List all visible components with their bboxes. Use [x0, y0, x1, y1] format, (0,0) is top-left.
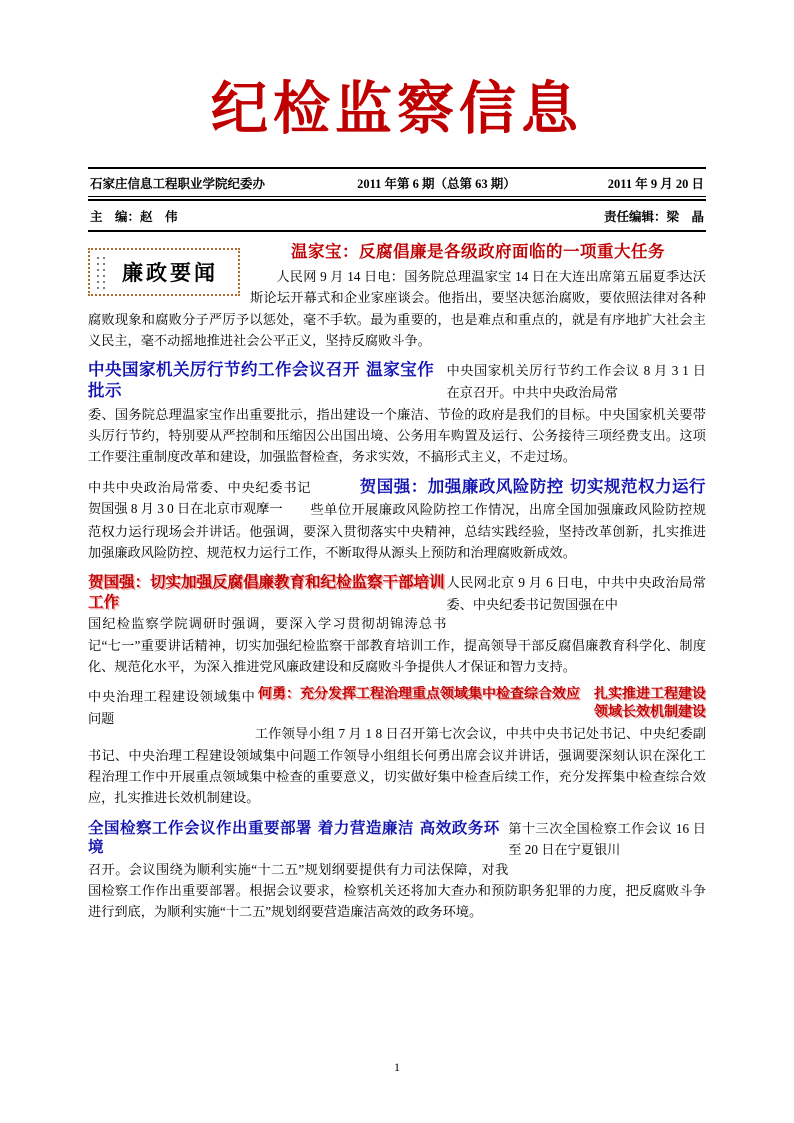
article-5-body: 工作领导小组 7 月 1 8 日召开第七次会议，中共中央书记处书记、中央纪委副书记、中央治理工程建设领域集中问题工作领导小组组长何勇出席会议并讲话，强调要深刻认识在深化工程治理工作中开展重点领域集中检查的重要意义，切实做好集中检查后续工作，充分发挥集中检查综合效应，扎实推进长效机制建设。 — [88, 726, 706, 806]
article-3-lead: 中共中央政治局常委、中央纪委书记贺国强 8 月 3 0 日在北京市观摩一 — [88, 479, 311, 517]
article-5-lead: 中央治理工程建设领域集中问题 — [88, 689, 255, 726]
masthead — [88, 0, 706, 141]
editor-divider — [88, 230, 706, 232]
article-1-body: 人民网 9 月 14 日电：国务院总理温家宝 14 日在大连出席第五届夏季达沃斯论坛开幕式和企业家座谈会。他指出，要坚决惩治腐败，要依照法律对各种腐败现象和腐败分子严厉予以惩处，毫不手软。最为重要的，也是难点和重点的，就是有序地扩大社会主义民主，毫不动摇地推进社会公平正义，坚持反腐败斗争。 — [88, 268, 706, 348]
article-6-body: 召开。会议围绕为顺利实施“十二五”规划纲要提供有力司法保障，对我国检察工作作出重要部署。根据会议要求，检察机关还将加大查办和预防职务犯罪的力度，把反腐败斗争进行到底，为顺利实施“十二五”规划纲要营造廉洁高效的政务环境。 — [88, 861, 706, 920]
article-5-headline[interactable]: 何勇：充分发挥工程治理重点领域集中检查综合效应 扎实推进工程建设领域长效机制建设 — [258, 686, 706, 720]
article-3 — [88, 477, 706, 564]
page-number: 1 — [394, 1060, 400, 1074]
responsible-editor-label: 责任编辑：梁 晶 — [603, 210, 704, 225]
page-title: 纪检监察信息 — [211, 75, 583, 142]
article-2 — [88, 360, 706, 467]
article-1-headline[interactable]: 温家宝：反腐倡廉是各级政府面临的一项重大任务 — [291, 242, 665, 262]
article-4-headline[interactable]: 贺国强：切实加强反腐倡廉教育和纪检监察干部培训工作 — [88, 572, 445, 611]
article-6 — [88, 818, 706, 923]
article-4-body: 国纪检监察学院调研时强调，要深入学习贯彻胡锦涛总书记“七一”重要讲话精神，切实加强纪检监察干部教育培训工作，提高领导干部反腐倡廉教育科学化、制度化、规范化水平，为深入推进党风廉政建设和反腐败斗争提供人才保证和智力支持。 — [88, 616, 706, 674]
section-badge-label: 廉政要闻 — [122, 260, 218, 286]
article-4 — [88, 572, 706, 677]
article-1 — [88, 242, 706, 351]
editor-row — [88, 201, 706, 230]
article-2-body: 委、国务院总理温家宝作出重要批示，指出建设一个廉洁、节俭的政府是我们的目标。中央国家机关要带头厉行节约，特别要从严控制和压缩因公出国出境、公务用车购置及运行、公务接待三项经费支出。这项工作要注重制度改革和建设，加强监督检查，务求实效，不搞形式主义，不走过场。 — [88, 406, 706, 465]
issuer-label: 石家庄信息工程职业学院纪委办 — [90, 176, 266, 191]
publish-date: 2011 年 9 月 20 日 — [607, 176, 704, 191]
article-2-headline[interactable]: 中央国家机关厉行节约工作会议召开 温家宝作批示 — [88, 360, 435, 400]
article-6-lead: 第十三次全国检察工作会议 16 日至 20 日在宁夏银川 — [508, 820, 706, 858]
chief-editor-label: 主 编：赵 伟 — [90, 210, 178, 225]
article-5 — [88, 686, 706, 809]
issue-label: 2011 年第 6 期（总第 63 期） — [357, 176, 516, 191]
article-4-lead: 人民网北京 9 月 6 日电，中共中央政治局常委、中央纪委书记贺国强在中 — [446, 575, 706, 612]
section-badge — [88, 248, 240, 296]
article-2-lead: 中央国家机关厉行节约工作会议 8 月 3 1 日在京召开。中共中央政治局常 — [446, 363, 706, 400]
article-3-headline[interactable]: 贺国强：加强廉政风险防控 切实规范权力运行 — [359, 476, 706, 496]
article-6-headline[interactable]: 全国检察工作会议作出重要部署 着力营造廉洁 高效政务环境 — [88, 817, 500, 857]
issue-info-row — [88, 169, 706, 196]
article-3-body: 些单位开展廉政风险防控工作情况，出席全国加强廉政风险防控规范权力运行现场会并讲话。他强调，要深入贯彻落实中央精神，总结实践经验，坚持改革创新，扎实推进加强廉政风险防控、规范权力运行工作，不断取得从源头上预防和治理腐败新成效。 — [88, 502, 706, 561]
